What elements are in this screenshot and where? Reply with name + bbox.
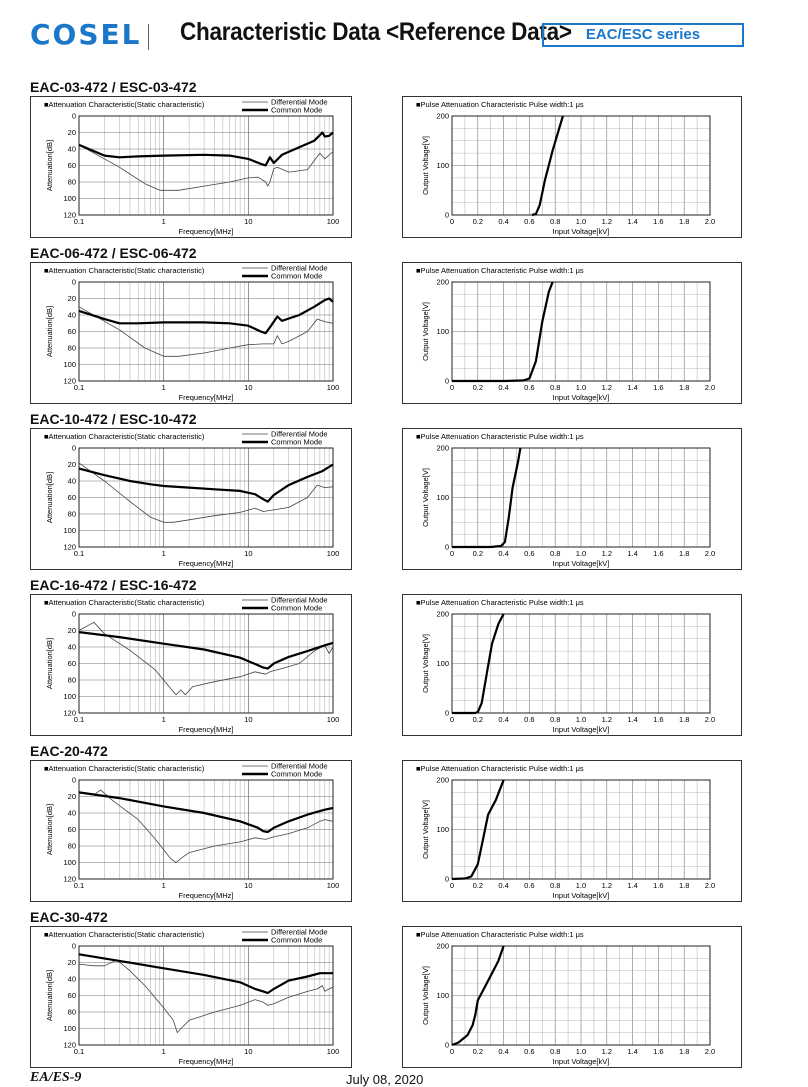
cosel-logo: COSEL [30,18,142,51]
x-axis-label: Input Voltage[kV] [552,1057,610,1066]
y-tick-label: 0 [444,708,449,718]
y-tick-label: 40 [67,144,76,154]
attenuation-chart-2 [30,262,352,404]
x-axis-label: Frequency[MHz] [178,227,234,236]
pulse-chart-6 [402,926,742,1068]
section-title-3: EAC-10-472 / ESC-10-472 [30,411,197,427]
x-tick-label: 1.8 [678,217,690,226]
y-axis-label: Attenuation[dB] [45,803,54,856]
legend-label-common: Common Mode [271,271,323,281]
y-tick-label: 100 [436,161,449,171]
y-axis-label: Output Voltage[V] [421,634,430,693]
x-tick-label: 0.6 [524,383,535,392]
legend-label-differential: Differential Mode [271,263,328,273]
y-axis-label: Output Voltage[V] [421,800,430,859]
x-tick-label: 0.8 [549,549,561,558]
y-tick-label: 100 [63,858,76,868]
x-tick-label: 1.8 [678,1047,690,1056]
x-tick-label: 0.2 [472,549,484,558]
y-tick-label: 20 [67,958,76,968]
x-tick-label: 10 [244,715,253,724]
x-tick-label: 0.6 [524,217,535,226]
x-axis-label: Input Voltage[kV] [552,725,610,734]
y-tick-label: 120 [63,708,76,718]
x-axis-label: Frequency[MHz] [178,559,234,568]
x-tick-label: 0.6 [524,549,535,558]
y-tick-label: 100 [436,327,449,337]
series-line-differential-mode [79,463,333,522]
x-tick-label: 0.4 [498,715,509,724]
x-tick-label: 1 [161,1047,166,1056]
chart-title: ■Pulse Attenuation Characteristic Pulse width:1 μs [416,930,584,939]
x-tick-label: 0.6 [524,1047,535,1056]
legend-label-common: Common Mode [271,603,323,613]
x-axis-label: Frequency[MHz] [178,891,234,900]
legend-label-common: Common Mode [271,935,323,945]
chart-title: ■Attenuation Characteristic(Static characteristic) [44,598,205,607]
y-tick-label: 0 [444,376,449,386]
x-tick-label: 0.4 [498,549,509,558]
x-tick-label: 1 [161,217,166,226]
x-tick-label: 1.6 [653,1047,664,1056]
x-tick-label: 0.1 [73,1047,85,1056]
chart-title: ■Pulse Attenuation Characteristic Pulse width:1 μs [416,100,584,109]
x-tick-label: 10 [244,1047,253,1056]
pulse-chart-3 [402,428,742,570]
x-tick-label: 0.4 [498,1047,509,1056]
x-axis-label: Frequency[MHz] [178,1057,234,1066]
y-axis-label: Attenuation[dB] [45,637,54,690]
y-tick-label: 0 [444,874,449,884]
chart-title: ■Attenuation Characteristic(Static characteristic) [44,266,205,275]
y-tick-label: 60 [67,825,76,835]
x-tick-label: 0.1 [73,549,85,558]
x-tick-label: 1.6 [653,383,664,392]
x-tick-label: 10 [244,881,253,890]
y-tick-label: 0 [71,111,76,121]
x-tick-label: 1.2 [601,549,613,558]
chart-title: ■Attenuation Characteristic(Static characteristic) [44,432,205,441]
series-line-differential-mode [79,960,333,1033]
section-title-1: EAC-03-472 / ESC-03-472 [30,79,197,95]
legend-label-common: Common Mode [271,437,323,447]
y-tick-label: 200 [436,111,449,121]
x-tick-label: 2.0 [704,383,716,392]
x-tick-label: 0.8 [549,1047,561,1056]
series-line-common-mode [79,465,333,502]
x-tick-label: 1.4 [627,217,638,226]
x-tick-label: 1.0 [575,217,587,226]
y-tick-label: 80 [67,343,76,353]
x-tick-label: 1 [161,715,166,724]
y-tick-label: 120 [63,210,76,220]
x-tick-label: 10 [244,383,253,392]
y-tick-label: 20 [67,294,76,304]
y-tick-label: 100 [63,360,76,370]
x-axis-label: Input Voltage[kV] [552,559,610,568]
y-tick-label: 100 [63,526,76,536]
x-tick-label: 0.2 [472,1047,484,1056]
x-tick-label: 1.2 [601,1047,613,1056]
y-axis-label: Output Voltage[V] [421,302,430,361]
y-tick-label: 100 [63,1024,76,1034]
x-tick-label: 2.0 [704,549,716,558]
x-tick-label: 100 [326,549,340,558]
pulse-chart-1 [402,96,742,238]
section-title-2: EAC-06-472 / ESC-06-472 [30,245,197,261]
y-tick-label: 0 [71,609,76,619]
x-tick-label: 1 [161,881,166,890]
x-tick-label: 1.2 [601,881,613,890]
x-tick-label: 100 [326,881,340,890]
y-tick-label: 40 [67,310,76,320]
y-tick-label: 40 [67,476,76,486]
legend-label-differential: Differential Mode [271,761,328,771]
x-tick-label: 1.4 [627,881,638,890]
chart-title: ■Pulse Attenuation Characteristic Pulse width:1 μs [416,764,584,773]
y-tick-label: 20 [67,460,76,470]
x-tick-label: 2.0 [704,881,716,890]
y-axis-label: Attenuation[dB] [45,471,54,524]
x-tick-label: 1.0 [575,715,587,724]
y-tick-label: 200 [436,277,449,287]
x-tick-label: 0.4 [498,881,509,890]
x-tick-label: 1 [161,549,166,558]
y-tick-label: 20 [67,626,76,636]
x-tick-label: 1.2 [601,715,613,724]
y-tick-label: 200 [436,941,449,951]
pulse-chart-2 [402,262,742,404]
x-tick-label: 1.0 [575,1047,587,1056]
chart-title: ■Pulse Attenuation Characteristic Pulse width:1 μs [416,432,584,441]
y-tick-label: 80 [67,177,76,187]
y-tick-label: 60 [67,991,76,1001]
x-tick-label: 2.0 [704,217,716,226]
y-tick-label: 120 [63,874,76,884]
section-title-4: EAC-16-472 / ESC-16-472 [30,577,197,593]
x-tick-label: 1.8 [678,881,690,890]
x-tick-label: 0.6 [524,715,535,724]
y-tick-label: 120 [63,376,76,386]
y-axis-label: Attenuation[dB] [45,305,54,358]
x-tick-label: 0.1 [73,383,85,392]
x-tick-label: 1.4 [627,383,638,392]
y-axis-label: Output Voltage[V] [421,136,430,195]
x-tick-label: 0.6 [524,881,535,890]
x-tick-label: 100 [326,217,340,226]
pulse-chart-4 [402,594,742,736]
x-tick-label: 0 [449,715,455,724]
x-tick-label: 1.6 [653,881,664,890]
y-tick-label: 60 [67,327,76,337]
chart-title: ■Attenuation Characteristic(Static characteristic) [44,100,205,109]
chart-title: ■Attenuation Characteristic(Static characteristic) [44,764,205,773]
y-tick-label: 0 [71,277,76,287]
y-tick-label: 40 [67,974,76,984]
x-tick-label: 1.4 [627,549,638,558]
y-tick-label: 20 [67,792,76,802]
y-tick-label: 0 [444,210,449,220]
series-line-differential-mode [79,790,333,863]
legend-label-differential: Differential Mode [271,595,328,605]
x-tick-label: 0.2 [472,881,484,890]
x-tick-label: 1.0 [575,881,587,890]
y-axis-label: Attenuation[dB] [45,969,54,1022]
y-axis-label: Attenuation[dB] [45,139,54,192]
x-tick-label: 1.2 [601,217,613,226]
x-tick-label: 1.0 [575,383,587,392]
y-tick-label: 60 [67,493,76,503]
legend-label-differential: Differential Mode [271,97,328,107]
x-axis-label: Frequency[MHz] [178,393,234,402]
y-tick-label: 100 [63,692,76,702]
x-tick-label: 10 [244,217,253,226]
y-tick-label: 100 [436,991,449,1001]
x-tick-label: 0.2 [472,383,484,392]
y-tick-label: 60 [67,161,76,171]
x-tick-label: 0.2 [472,217,484,226]
series-line-common-mode [79,792,333,832]
x-tick-label: 1.6 [653,715,664,724]
y-tick-label: 0 [71,775,76,785]
x-tick-label: 0 [449,1047,455,1056]
x-tick-label: 0.8 [549,383,561,392]
y-tick-label: 100 [436,493,449,503]
page-title: Characteristic Data <Reference Data> [180,18,572,46]
x-tick-label: 2.0 [704,1047,716,1056]
chart-title: ■Pulse Attenuation Characteristic Pulse width:1 μs [416,598,584,607]
x-tick-label: 0.4 [498,217,509,226]
y-axis-label: Output Voltage[V] [421,468,430,527]
attenuation-chart-3 [30,428,352,570]
y-tick-label: 200 [436,609,449,619]
x-tick-label: 0.8 [549,881,561,890]
header-divider [148,24,149,50]
x-tick-label: 1.6 [653,549,664,558]
x-tick-label: 100 [326,715,340,724]
x-axis-label: Input Voltage[kV] [552,891,610,900]
y-tick-label: 0 [444,1040,449,1050]
y-tick-label: 80 [67,675,76,685]
x-tick-label: 100 [326,383,340,392]
series-line-common-mode [79,299,333,334]
y-tick-label: 0 [444,542,449,552]
chart-title: ■Pulse Attenuation Characteristic Pulse width:1 μs [416,266,584,275]
y-tick-label: 80 [67,509,76,519]
legend-label-differential: Differential Mode [271,429,328,439]
x-tick-label: 2.0 [704,715,716,724]
x-tick-label: 1.8 [678,549,690,558]
x-tick-label: 1.6 [653,217,664,226]
y-tick-label: 100 [436,825,449,835]
legend-label-common: Common Mode [271,105,323,115]
x-axis-label: Frequency[MHz] [178,725,234,734]
x-axis-label: Input Voltage[kV] [552,393,610,402]
series-line-common-mode [79,954,333,993]
y-tick-label: 120 [63,542,76,552]
x-tick-label: 0.8 [549,217,561,226]
y-tick-label: 80 [67,1007,76,1017]
x-tick-label: 1.4 [627,1047,638,1056]
section-title-5: EAC-20-472 [30,743,108,759]
y-tick-label: 100 [436,659,449,669]
x-tick-label: 100 [326,1047,340,1056]
y-tick-label: 20 [67,128,76,138]
y-tick-label: 200 [436,443,449,453]
y-tick-label: 0 [71,941,76,951]
x-tick-label: 0.2 [472,715,484,724]
x-tick-label: 1 [161,383,166,392]
attenuation-chart-5 [30,760,352,902]
page-code: EA/ES-9 [30,1070,82,1085]
x-tick-label: 1.8 [678,715,690,724]
series-line-differential-mode [79,622,333,695]
y-tick-label: 200 [436,775,449,785]
x-tick-label: 1.4 [627,715,638,724]
legend-label-differential: Differential Mode [271,927,328,937]
legend-label-common: Common Mode [271,769,323,779]
x-tick-label: 0 [449,383,455,392]
x-tick-label: 0.4 [498,383,509,392]
section-title-6: EAC-30-472 [30,909,108,925]
publish-date: July 08, 2020 [346,1072,424,1087]
x-tick-label: 1.0 [575,549,587,558]
y-tick-label: 40 [67,808,76,818]
y-axis-label: Output Voltage[V] [421,966,430,1025]
x-tick-label: 0.8 [549,715,561,724]
attenuation-chart-4 [30,594,352,736]
x-tick-label: 0.1 [73,881,85,890]
y-tick-label: 60 [67,659,76,669]
x-tick-label: 0 [449,881,455,890]
x-tick-label: 1.2 [601,383,613,392]
x-tick-label: 0.1 [73,715,85,724]
x-axis-label: Input Voltage[kV] [552,227,610,236]
x-tick-label: 0 [449,549,455,558]
attenuation-chart-1 [30,96,352,238]
y-tick-label: 0 [71,443,76,453]
series-line-common-mode [79,632,333,668]
pulse-chart-5 [402,760,742,902]
y-tick-label: 100 [63,194,76,204]
series-line-differential-mode [79,145,333,190]
x-tick-label: 0.1 [73,217,85,226]
y-tick-label: 40 [67,642,76,652]
series-badge: EAC/ESC series [542,23,744,47]
attenuation-chart-6 [30,926,352,1068]
y-tick-label: 120 [63,1040,76,1050]
y-tick-label: 80 [67,841,76,851]
x-tick-label: 1.8 [678,383,690,392]
x-tick-label: 0 [449,217,455,226]
x-tick-label: 10 [244,549,253,558]
chart-title: ■Attenuation Characteristic(Static characteristic) [44,930,205,939]
